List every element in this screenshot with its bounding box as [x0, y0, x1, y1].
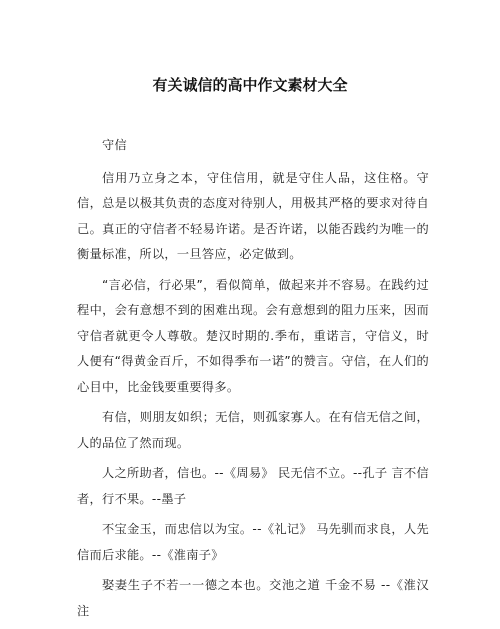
document-title: 有关诚信的高中作文素材大全: [152, 76, 348, 94]
paragraph: 娶妻生子不若一一德之本也。交池之道 千金不易 --《淮汉注: [77, 578, 429, 618]
paragraph: 不宝金玉，而忠信以为宝。--《礼记》 马先驯而求良，人先信而后求能。--《淮南子》: [77, 522, 429, 562]
paragraph: 信用乃立身之本，守住信用，就是守住人品，这住格。守信，总是以极其负责的态度对待别人，用极其严格的要求对待自己。真正的守信者不轻易许诺。是否许诺，以能否践约为唯一的衡量标准，所以，一旦答应，必定做到。: [77, 170, 429, 261]
document-body: [77, 133, 429, 629]
paragraph: 人之所助者，信也。--《周易》 民无信不立。--孔子 言不信者，行不果。--墨子: [77, 466, 429, 506]
section-heading: 守信: [102, 138, 127, 152]
paragraph: 有信，则朋友如织；无信，则孤家寡人。在有信无信之间，人的品位了然而现。: [77, 410, 429, 450]
paragraph: “言必信，行必果”，看似简单，做起来并不容易。在践约过程中，会有意想不到的困难出现。会有意想到的阻力压来，因而守信者就更令人尊敬。楚汉时期的.季布，重诺言，守信义，时人便有“得黄金百斤，不如得季布一诺”的赞言。守信，在人们的心目中，比金钱要重要得多。: [77, 277, 429, 394]
